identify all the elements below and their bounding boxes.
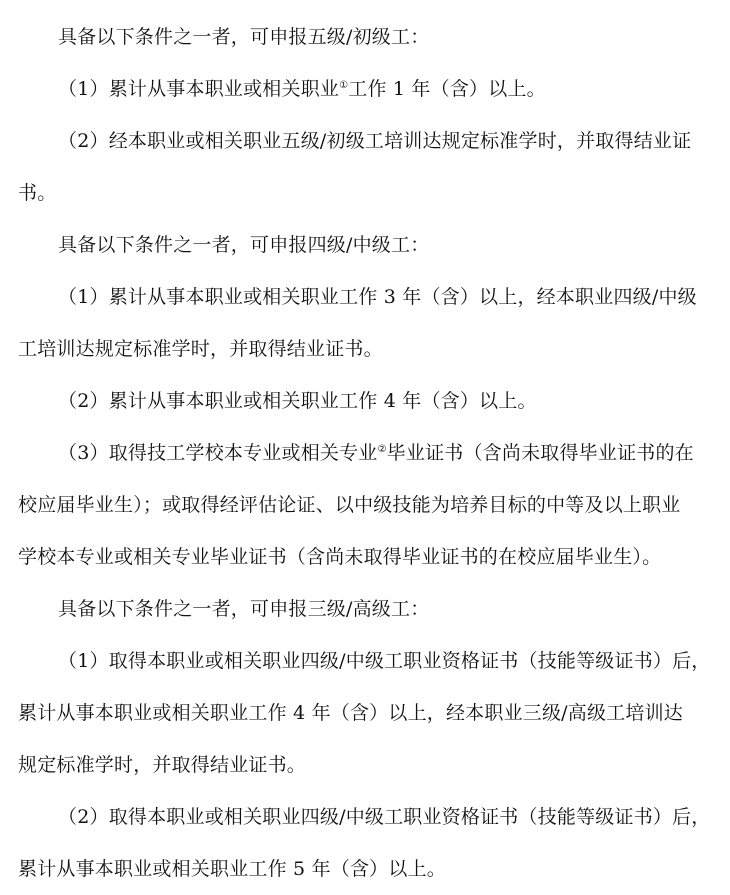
footnote-marker: ② bbox=[377, 444, 387, 455]
condition-paragraph: （2）取得本职业或相关职业四级/中级工职业资格证书（技能等级证书）后， bbox=[58, 806, 711, 828]
footnote-marker: ① bbox=[339, 80, 349, 91]
section-heading-level3: 具备以下条件之一者，可申报三级/高级工： bbox=[58, 598, 430, 620]
paragraph-text: （3）取得技工学校本专业或相关专业 bbox=[58, 442, 378, 464]
condition-paragraph: （1）累计从事本职业或相关职业工作 3 年（含）以上，经本职业四级/中级 bbox=[58, 286, 697, 308]
paragraph-text: 毕业证书（含尚未取得毕业证书的在 bbox=[386, 442, 694, 464]
paragraph-continuation: 累计从事本职业或相关职业工作 4 年（含）以上，经本职业三级/高级工培训达 bbox=[18, 702, 683, 724]
condition-paragraph bbox=[18, 427, 712, 479]
paragraph-continuation: 规定标准学时，并取得结业证书。 bbox=[18, 754, 307, 776]
condition-paragraph: （2）经本职业或相关职业五级/初级工培训达规定标准学时，并取得结业证 bbox=[58, 130, 692, 152]
paragraph-continuation: 累计从事本职业或相关职业工作 5 年（含）以上。 bbox=[18, 858, 446, 880]
condition-paragraph: （2）累计从事本职业或相关职业工作 4 年（含）以上。 bbox=[58, 390, 537, 412]
condition-paragraph bbox=[18, 63, 712, 115]
condition-paragraph: （1）取得本职业或相关职业四级/中级工职业资格证书（技能等级证书）后， bbox=[58, 650, 711, 672]
paragraph-continuation: 学校本专业或相关专业毕业证书（含尚未取得毕业证书的在校应届毕业生）。 bbox=[18, 546, 662, 568]
section-heading-level4: 具备以下条件之一者，可申报四级/中级工： bbox=[58, 234, 430, 256]
paragraph-text: 工作 1 年（含）以上。 bbox=[348, 78, 546, 100]
paragraph-text: （1）累计从事本职业或相关职业 bbox=[58, 78, 340, 100]
paragraph-continuation: 书。 bbox=[18, 182, 57, 204]
paragraph-continuation: 校应届毕业生）；或取得经评估论证、以中级技能为培养目标的中等及以上职业 bbox=[18, 494, 681, 516]
paragraph-continuation: 工培训达规定标准学时，并取得结业证书。 bbox=[18, 338, 383, 360]
section-heading-level5: 具备以下条件之一者，可申报五级/初级工： bbox=[58, 26, 430, 48]
